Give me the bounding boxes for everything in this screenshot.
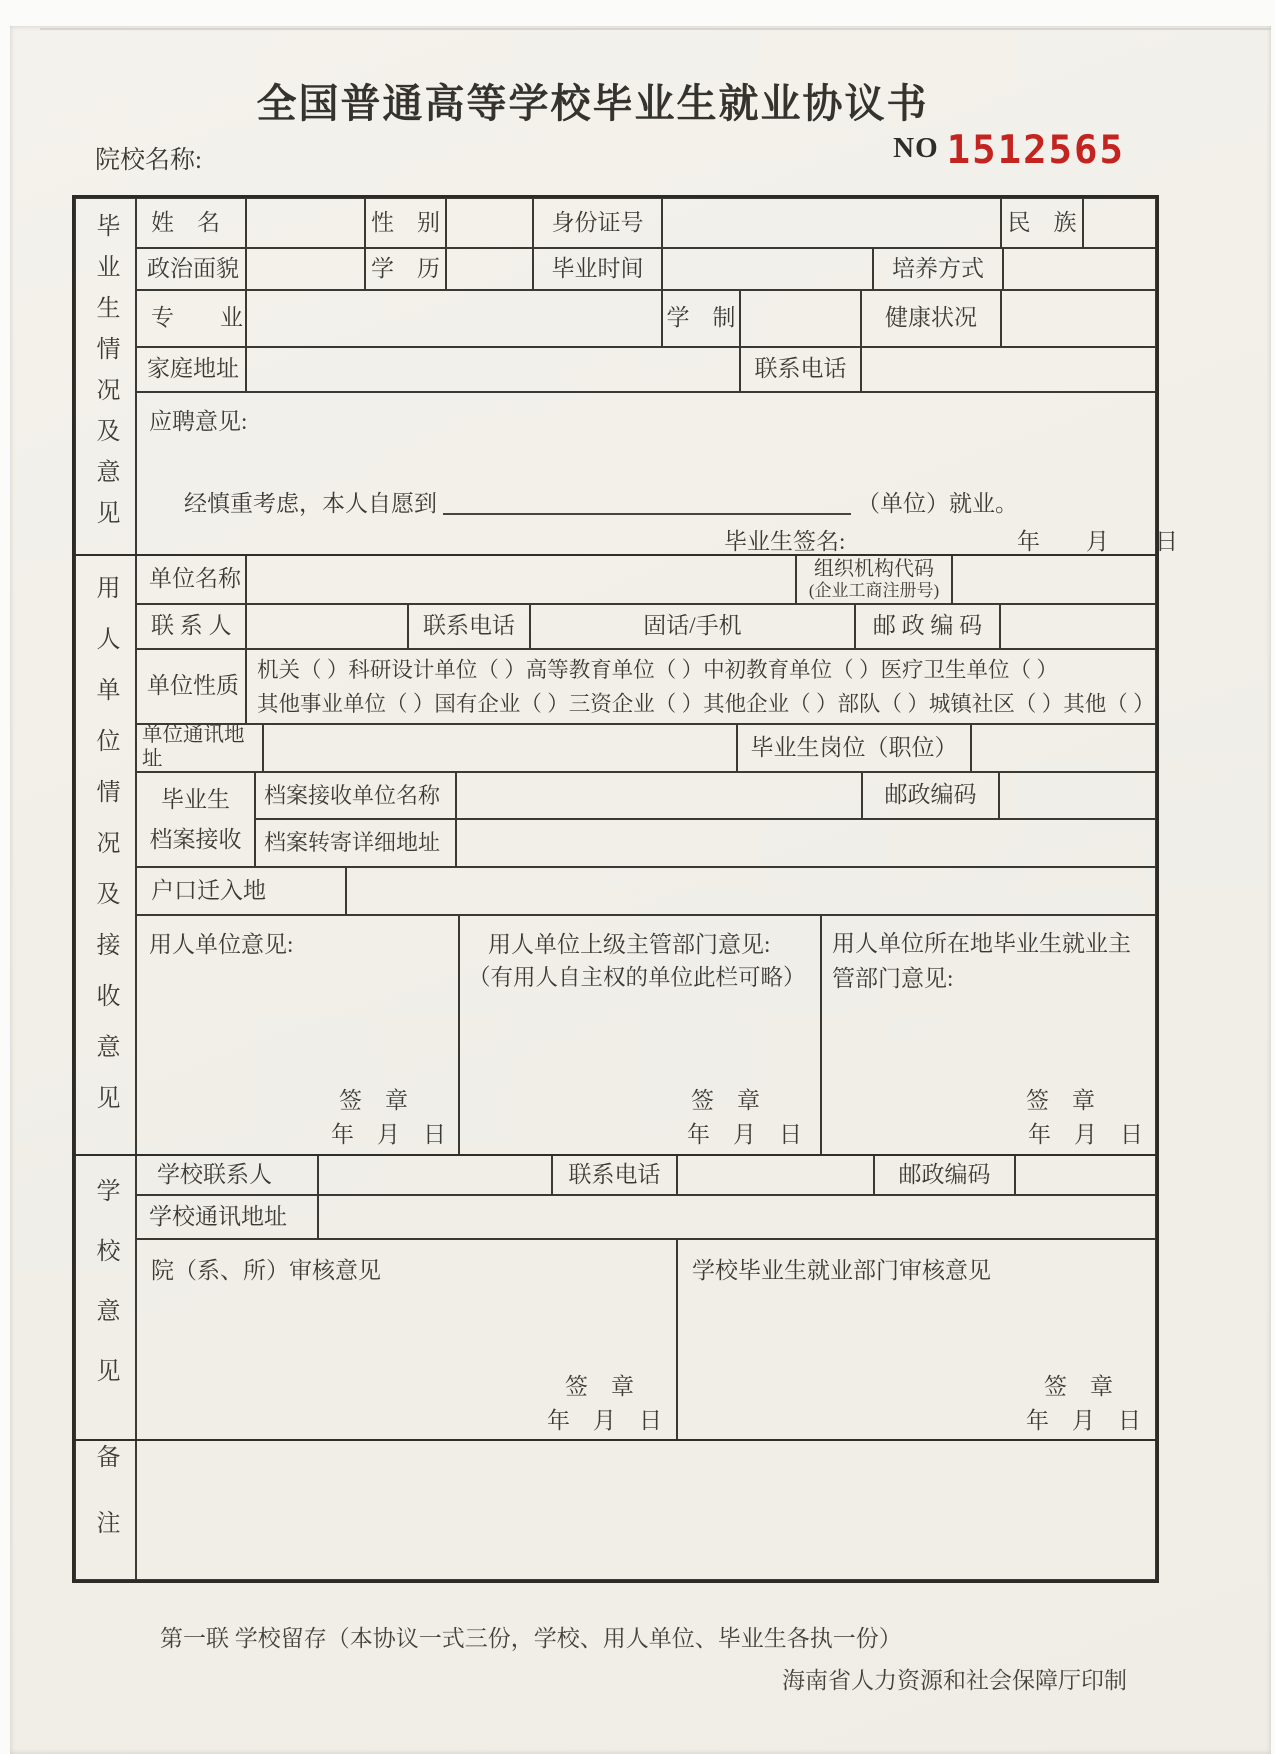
political-status-value-cell <box>246 248 365 290</box>
id-number-label: 身份证号 <box>533 198 662 248</box>
employer-postcode-label: 邮 政 编 码 <box>855 604 1000 649</box>
org-code-label <box>796 555 952 604</box>
employment-office-seal-label: 签 章 <box>1044 1374 1113 1399</box>
department-review-date: 年 月 日 <box>547 1408 662 1433</box>
unit-address-label: 单位通讯地址 <box>136 724 263 772</box>
archive-postcode-label: 邮政编码 <box>862 772 999 819</box>
document-title: 全国普通高等学校毕业生就业协议书 <box>256 81 929 126</box>
section-label-school: 学校意见 <box>75 1155 136 1440</box>
school-contact-label: 学校联系人 <box>136 1155 318 1195</box>
employer-opinion-seal-label: 签 章 <box>339 1088 408 1113</box>
archive-address-label: 档案转寄详细地址 <box>255 819 456 867</box>
hukou-label: 户口迁入地 <box>136 867 346 915</box>
ethnicity-label: 民 族 <box>1001 198 1083 248</box>
section-separator-1 <box>75 554 1156 556</box>
unit-nature-label: 单位性质 <box>136 649 246 724</box>
org-code-label-line1: 组织机构代码 <box>814 558 934 581</box>
graduate-phone-value-cell <box>861 347 1156 392</box>
graduation-date-label: 毕业时间 <box>533 248 662 290</box>
hukou-value-cell <box>346 867 1156 915</box>
archive-postcode-value-cell <box>999 772 1156 819</box>
section-separator-3 <box>75 1439 1156 1441</box>
remarks-content-cell <box>136 1440 1156 1580</box>
school-address-label: 学校通讯地址 <box>136 1195 318 1239</box>
intent-label: 应聘意见: <box>149 409 248 434</box>
employer-phone-hint-cell: 固话/手机 <box>530 604 855 649</box>
employment-office-review-title: 学校毕业生就业部门审核意见 <box>692 1258 991 1283</box>
graduate-phone-label: 联系电话 <box>740 347 861 392</box>
supervisor-opinion-date: 年 月 日 <box>687 1122 802 1147</box>
study-duration-label: 学 制 <box>662 290 740 347</box>
study-duration-value-cell <box>740 290 861 347</box>
section-label-remarks: 备注 <box>75 1440 136 1580</box>
gender-label: 性 别 <box>365 198 446 248</box>
agreement-form-table <box>72 195 1178 1583</box>
local-authority-seal-label: 签 章 <box>1026 1088 1095 1113</box>
archive-section-label <box>136 772 255 867</box>
employer-contact-label: 联 系 人 <box>136 604 246 649</box>
archive-address-value-cell <box>456 819 1156 867</box>
archive-label-line1: 毕业生 <box>161 786 230 812</box>
department-review-seal-label: 签 章 <box>565 1374 634 1399</box>
local-authority-opinion-title: 用人单位所在地毕业生就业主管部门意见: <box>832 931 1131 991</box>
section-label-graduate: 毕业生情况及意见 <box>75 198 136 555</box>
employer-contact-value-cell <box>246 604 408 649</box>
graduate-signature-label: 毕业生签名: <box>724 529 846 554</box>
school-name-label: 院校名称: <box>95 147 202 174</box>
graduate-signature-date: 年 月 日 <box>1017 529 1178 554</box>
copy-distribution-note: 第一联 学校留存（本协议一式三份，学校、用人单位、毕业生各执一份） <box>160 1626 902 1651</box>
archive-org-label: 档案接收单位名称 <box>255 772 456 819</box>
supervisor-opinion-seal-label: 签 章 <box>691 1088 760 1113</box>
supervisor-opinion-note: （有用人自主权的单位此栏可略） <box>468 965 806 990</box>
section-separator-2 <box>75 1154 1156 1156</box>
department-review-cell <box>136 1239 677 1440</box>
archive-label-line2: 档案接收 <box>149 826 242 852</box>
org-code-label-line2: (企业工商注册号) <box>808 581 940 601</box>
gender-value-cell <box>446 198 533 248</box>
home-address-label: 家庭地址 <box>136 347 246 392</box>
graduate-position-value-cell <box>971 724 1156 772</box>
home-address-value-cell <box>246 347 740 392</box>
serial-number: 1512565 <box>946 128 1125 173</box>
archive-org-value-cell <box>456 772 862 819</box>
employment-office-review-cell <box>677 1239 1156 1440</box>
unit-nature-options-line1: 机关（ ）科研设计单位（ ）高等教育单位（ ）中初教育单位（ ）医疗卫生单位（ ） <box>257 657 1058 682</box>
training-mode-label: 培养方式 <box>873 248 1003 290</box>
training-mode-value-cell <box>1003 248 1156 290</box>
unit-nature-options-line2: 其他事业单位（ ）国有企业（ ）三资企业（ ）其他企业（ ）部队（ ）城镇社区（ ）其他（ ） <box>257 691 1155 716</box>
unit-address-value-cell <box>263 724 737 772</box>
local-authority-opinion-cell <box>821 915 1156 1155</box>
employer-opinion-cell <box>136 915 459 1155</box>
school-contact-value-cell <box>318 1155 552 1195</box>
supervisor-opinion-title: 用人单位上级主管部门意见: <box>488 932 771 957</box>
school-phone-value-cell <box>677 1155 874 1195</box>
name-label: 姓 名 <box>136 198 246 248</box>
employer-opinion-title: 用人单位意见: <box>149 932 294 957</box>
employer-phone-label: 联系电话 <box>408 604 530 649</box>
graduation-date-value-cell <box>662 248 873 290</box>
school-postcode-value-cell <box>1015 1155 1156 1195</box>
degree-value-cell <box>446 248 533 290</box>
health-status-label: 健康状况 <box>861 290 1001 347</box>
school-address-value-cell <box>318 1195 1156 1239</box>
employer-opinion-date: 年 月 日 <box>331 1122 446 1147</box>
local-authority-date: 年 月 日 <box>1028 1122 1143 1147</box>
school-phone-label: 联系电话 <box>552 1155 677 1195</box>
serial-prefix: NO <box>893 132 939 164</box>
major-value-cell <box>246 290 662 347</box>
department-review-title: 院（系、所）审核意见 <box>151 1258 381 1283</box>
employer-postcode-value-cell <box>1000 604 1156 649</box>
major-label: 专 业 <box>136 290 246 347</box>
school-postcode-label: 邮政编码 <box>874 1155 1015 1195</box>
graduate-position-label: 毕业生岗位（职位） <box>737 724 971 772</box>
unit-nature-options-cell <box>246 649 1156 724</box>
company-name-value-cell <box>246 555 796 604</box>
pledge-suffix: （单位）就业。 <box>857 491 1018 516</box>
application-intent-cell <box>136 392 1178 555</box>
serial-number-block <box>893 128 1125 173</box>
id-number-value-cell <box>662 198 1001 248</box>
employment-office-date: 年 月 日 <box>1026 1408 1141 1433</box>
name-value-cell <box>246 198 365 248</box>
printer-note: 海南省人力资源和社会保障厅印制 <box>782 1668 1127 1693</box>
ethnicity-value-cell <box>1083 198 1156 248</box>
employer-name-blank <box>443 489 851 515</box>
section-label-employer: 用人单位情况及接收意见 <box>75 555 136 1155</box>
supervisor-opinion-cell <box>459 915 821 1155</box>
political-status-label: 政治面貌 <box>136 248 246 290</box>
pledge-line <box>184 485 1018 518</box>
org-code-value-cell <box>952 555 1156 604</box>
health-status-value-cell <box>1001 290 1156 347</box>
degree-label: 学 历 <box>365 248 446 290</box>
paper-top-edge <box>40 28 1271 30</box>
pledge-prefix: 经慎重考虑，本人自愿到 <box>184 491 437 516</box>
company-name-label: 单位名称 <box>136 555 246 604</box>
